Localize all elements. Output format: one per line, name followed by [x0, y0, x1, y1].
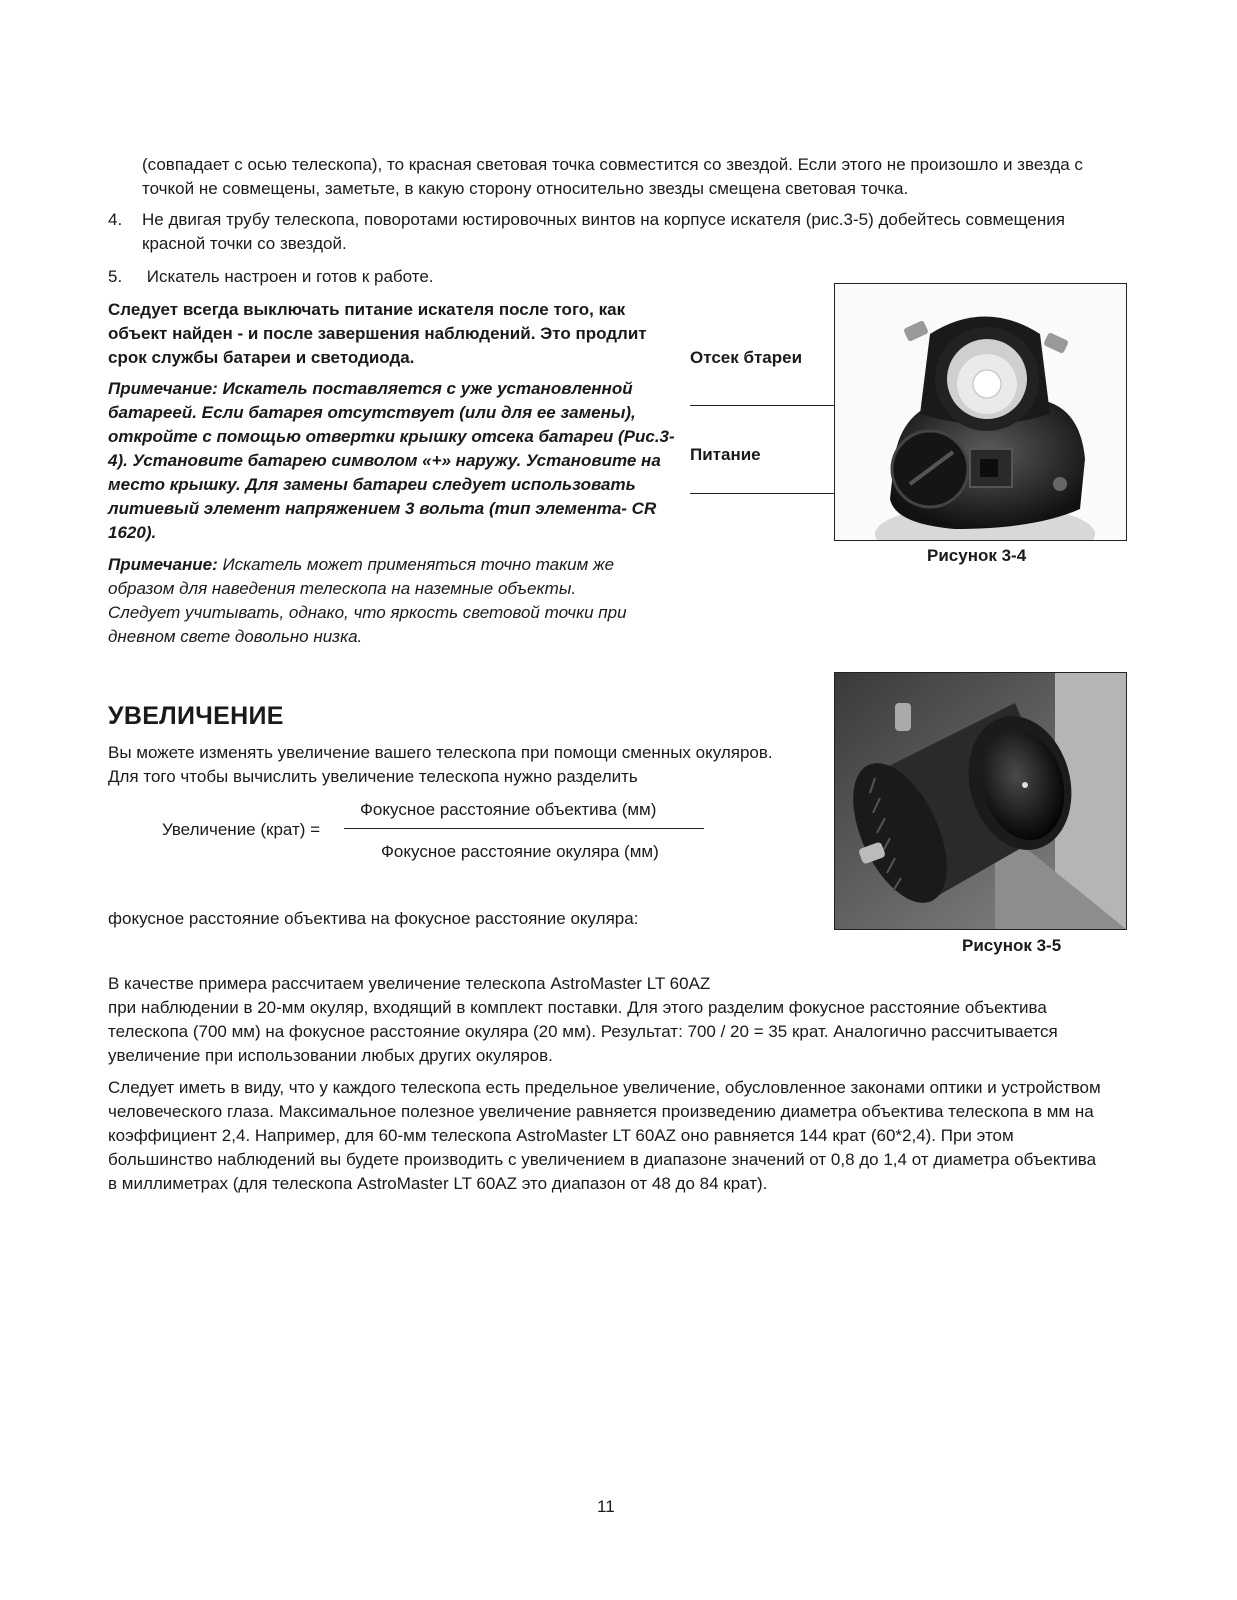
- battery-compartment-label: Отсек бтареи: [690, 348, 803, 367]
- figure-3-5-image: [834, 672, 1127, 930]
- list-item-4: [108, 208, 1102, 256]
- example-paragraph: [108, 972, 1098, 1068]
- formula-numerator: Фокусное расстояние объектива (мм): [360, 800, 657, 819]
- finderscope-battery-illustration: [835, 284, 1126, 540]
- battery-note: Примечание: Искатель поставляется с уже установленной батареей. Если батарея отсутствует (или для ее замены), откройте с помощью отвертки крышку отсека батареи (Рис.3-4). Установите батарею символом «+» наружу. Установите на место крышку. Для замены батареи следует использовать литиевый элемент напряжением 3 вольта (тип элемента- CR 1620).: [108, 379, 675, 542]
- formula-denominator: Фокусное расстояние окуляра (мм): [381, 842, 659, 861]
- note-text: Искатель может применяться точно таким же образом для наведения телескопа на наземные объекты. Следует учитывать, однако, что яркость световой точки при дневном свете довольно низка.: [108, 555, 627, 646]
- magnification-limit-paragraph: Следует иметь в виду, что у каждого телескопа есть предельное увеличение, обусловленное законами оптики и устройством человеческого глаза. Максимальное полезное увеличение равняется произведению диаметра объектива телескопа в мм на коэффициент 2,4. Например, для 60-мм телескопа AstroMaster LT 60AZ оно равняется 144 крат (60*2,4). При этом большинство наблюдений вы будете производить с увеличением в диапазоне значений от 0,8 до 1,4 от диаметра объектива в миллиметрах (для телескопа AstroMaster LT 60AZ это диапазон от 48 до 84 крат).: [108, 1078, 1101, 1193]
- list-text: Не двигая трубу телескопа, поворотами юстировочных винтов на корпусе искателя (рис.3-5) добейтесь совмещения красной точки со звездой.: [142, 210, 1065, 253]
- formula-fraction-bar: [344, 828, 704, 829]
- formula-explanation: фокусное расстояние объектива на фокусное расстояние окуляра:: [108, 909, 639, 928]
- page-number: 11: [597, 1497, 615, 1516]
- formula-lhs: Увеличение (крат) =: [162, 820, 321, 839]
- list-number: 5.: [108, 267, 123, 286]
- figure-3-5-caption: Рисунок 3-5: [962, 936, 1062, 955]
- power-label: Питание: [690, 445, 761, 464]
- figure-3-4-caption: Рисунок 3-4: [927, 546, 1027, 565]
- list-text: Искатель настроен и готов к работе.: [142, 267, 434, 286]
- example-rest: при наблюдении в 20-мм окуляр, входящий в комплект поставки. Для этого разделим фокусное расстояние объектива телескопа (700 мм) на фокусное расстояние окуляра (20 мм). Результат: 700 / 20 = 35 крат. Аналогично рассчитывается увеличение при использовании любых других окуляров.: [108, 998, 1058, 1065]
- magnification-intro: Вы можете изменять увеличение вашего телескопа при помощи сменных окуляров. Для того чтобы вычислить увеличение телескопа нужно разделить: [108, 743, 773, 786]
- figure-3-4-image: [834, 283, 1127, 541]
- example-line-1: В качестве примера рассчитаем увеличение телескопа AstroMaster LT 60AZ: [108, 974, 711, 993]
- list-number: 4.: [108, 210, 123, 229]
- power-off-note: Следует всегда выключать питание искателя после того, как объект найден - и после завершения наблюдений. Это продлит срок службы батареи и светодиода.: [108, 300, 647, 367]
- finderscope-adjustment-illustration: [835, 673, 1126, 929]
- daylight-note: [108, 553, 628, 649]
- intro-paragraph: (совпадает с осью телескопа), то красная световая точка совместится со звездой. Если этого не произошло и звезда с точкой не совмещены, заметьте, в какую сторону относительно звезды смещена световая точка.: [142, 155, 1083, 198]
- note-label: Примечание:: [108, 555, 218, 574]
- section-title: УВЕЛИЧЕНИЕ: [108, 702, 284, 730]
